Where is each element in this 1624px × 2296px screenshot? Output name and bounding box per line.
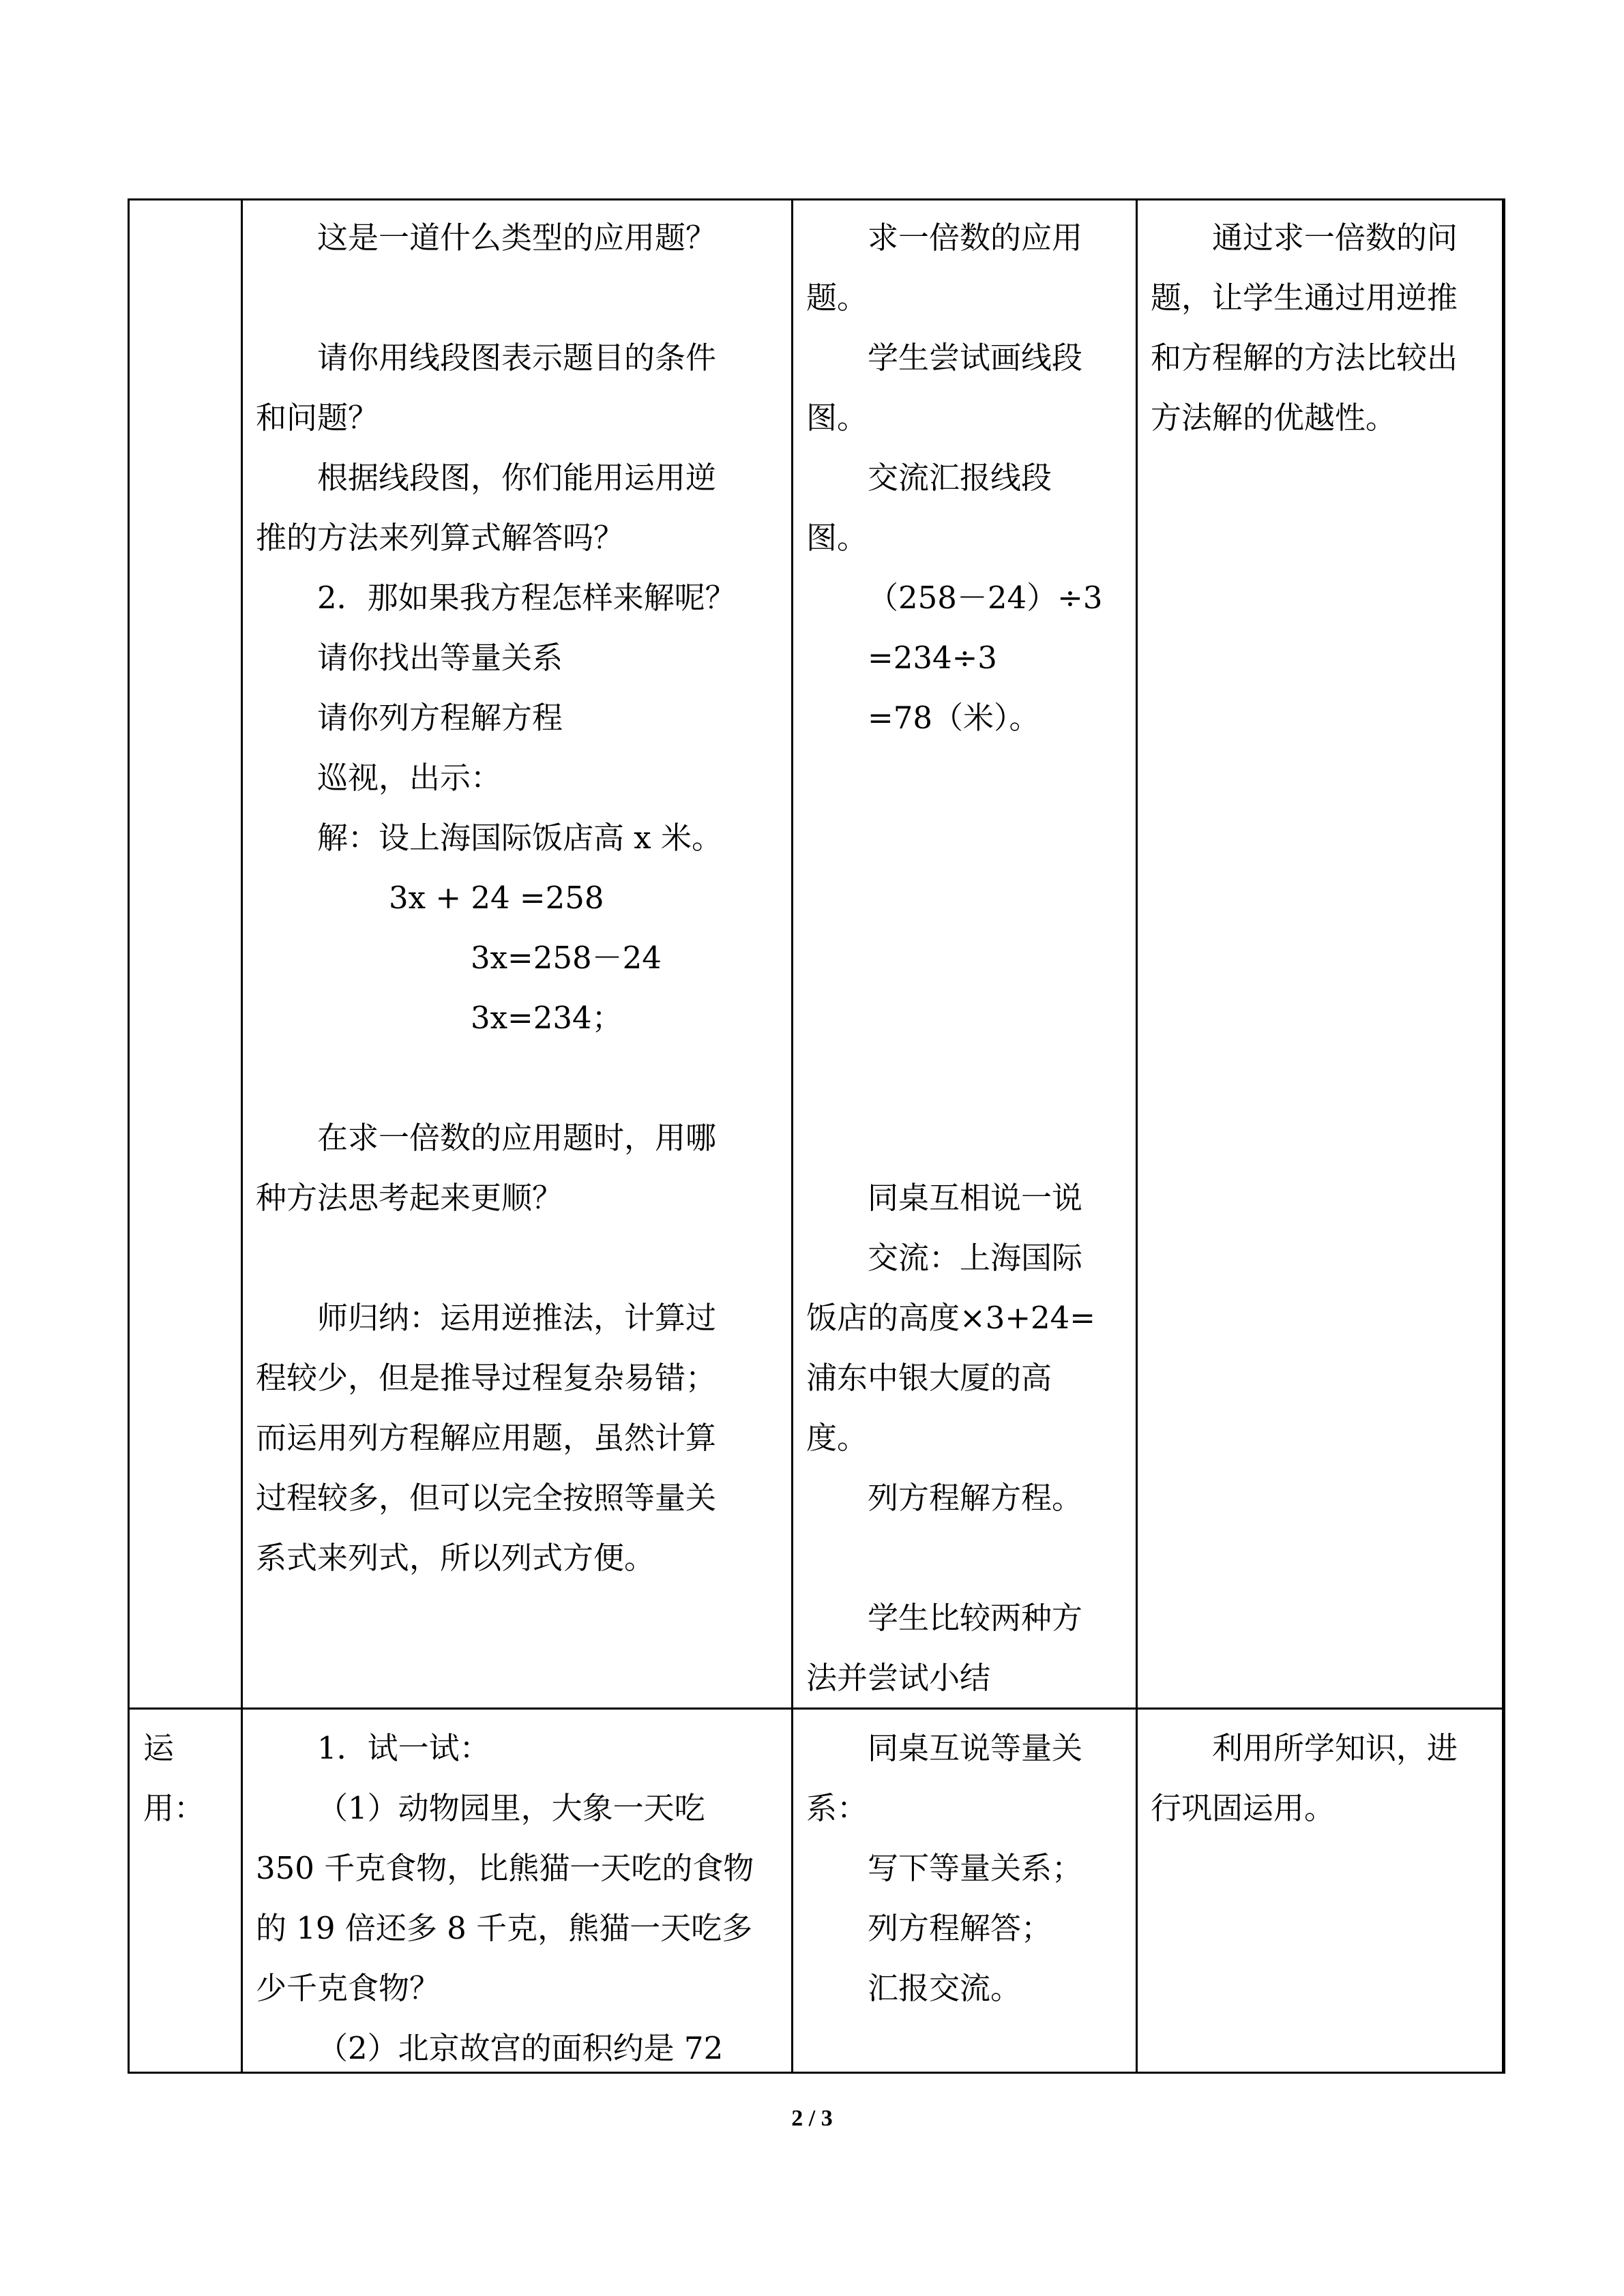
equation-line: 3x + 24 =258 [389, 880, 604, 916]
equation-line: =234÷3 [868, 640, 997, 676]
table-border-left [128, 198, 130, 2074]
table-divider-3 [1136, 198, 1138, 2074]
table-divider-2 [791, 198, 793, 2074]
text-line: 图。 [806, 400, 868, 436]
section-label: 运 [143, 1730, 175, 1766]
text-line: 同桌互说等量关 [868, 1730, 1083, 1766]
table-border-right [1502, 198, 1505, 2074]
text-line: （2）北京故宫的面积约是 72 [317, 2030, 724, 2066]
section-label: 用： [143, 1790, 205, 1826]
text-line: 汇报交流。 [868, 1970, 1022, 2006]
text-line: 图。 [806, 520, 868, 556]
text-line: 350 千克食物，比熊猫一天吃的食物 [256, 1850, 754, 1886]
text-line: 题。 [806, 280, 868, 316]
text-line: 和方程解的方法比较出 [1151, 340, 1458, 376]
row2-design-intent-cell [1151, 1718, 1495, 1838]
text-line: 的 19 倍还多 8 千克，熊猫一天吃多 [256, 1910, 753, 1946]
row2-section-cell [143, 1718, 239, 1838]
text-line: 解：设上海国际饭店高 x 米。 [317, 820, 722, 856]
text-line: 1．试一试： [317, 1730, 490, 1766]
text-line: 程较少，但是推导过程复杂易错； [256, 1360, 717, 1396]
text-line: 同桌互相说一说 [868, 1180, 1083, 1216]
text-line: 行巩固运用。 [1151, 1790, 1335, 1826]
text-line: 法并尝试小结 [806, 1660, 991, 1696]
text-line: 请你列方程解方程 [317, 700, 563, 736]
text-line: 题，让学生通过用逆推 [1151, 280, 1458, 316]
text-line: 浦东中银大厦的高 [806, 1360, 1052, 1396]
text-line: 度。 [806, 1420, 868, 1456]
text-line: 少千克食物？ [256, 1970, 441, 2006]
row1-teacher-activity-cell [256, 208, 788, 1588]
equation-line: 3x=234； [471, 1000, 623, 1036]
text-line: 求一倍数的应用 [868, 220, 1083, 256]
row2-teacher-activity-cell [256, 1718, 788, 2078]
text-line: 方法解的优越性。 [1151, 400, 1397, 436]
equation-line: （258－24）÷3 [868, 580, 1103, 616]
text-line: 请你找出等量关系 [317, 640, 563, 676]
text-line: 请你用线段图表示题目的条件 [317, 340, 717, 376]
text-line: （1）动物园里，大象一天吃 [317, 1790, 705, 1826]
text-line: 根据线段图，你们能用运用逆 [317, 460, 717, 496]
text-line: 交流：上海国际 [868, 1240, 1083, 1276]
text-line: 系： [806, 1790, 868, 1826]
text-line: 写下等量关系； [868, 1850, 1083, 1886]
table-divider-1 [241, 198, 243, 2074]
text-line: 巡视，出示： [317, 760, 502, 796]
row2-student-activity-cell [806, 1718, 1130, 2018]
page-number: 2 / 3 [791, 2106, 833, 2131]
text-line: 交流汇报线段 [868, 460, 1052, 496]
text-line: 通过求一倍数的问 [1212, 220, 1458, 256]
text-line: 师归纳：运用逆推法，计算过 [317, 1300, 717, 1336]
text-line: 饭店的高度×3+24= [806, 1300, 1096, 1336]
text-line: 这是一道什么类型的应用题？ [317, 220, 717, 256]
text-line: 和问题？ [256, 400, 379, 436]
row1-student-activity-cell [806, 208, 1130, 1708]
text-line: 在求一倍数的应用题时，用哪 [317, 1120, 717, 1156]
text-line: 系式来列式，所以列式方便。 [256, 1540, 655, 1576]
table-border-top [128, 198, 1505, 200]
equation-line: 3x=258－24 [471, 940, 662, 976]
text-line: 学生比较两种方 [868, 1600, 1083, 1636]
text-line: 列方程解方程。 [868, 1480, 1083, 1516]
equation-line: =78（米）。 [868, 700, 1040, 736]
text-line: 学生尝试画线段 [868, 340, 1083, 376]
row1-design-intent-cell [1151, 208, 1495, 448]
text-line: 而运用列方程解应用题，虽然计算 [256, 1420, 717, 1456]
text-line: 推的方法来列算式解答吗？ [256, 520, 625, 556]
text-line: 利用所学知识，进 [1212, 1730, 1458, 1766]
text-line: 2．那如果我方程怎样来解呢？ [317, 580, 736, 616]
text-line: 种方法思考起来更顺？ [256, 1180, 563, 1216]
text-line: 过程较多，但可以完全按照等量关 [256, 1480, 717, 1516]
text-line: 列方程解答； [868, 1910, 1052, 1946]
